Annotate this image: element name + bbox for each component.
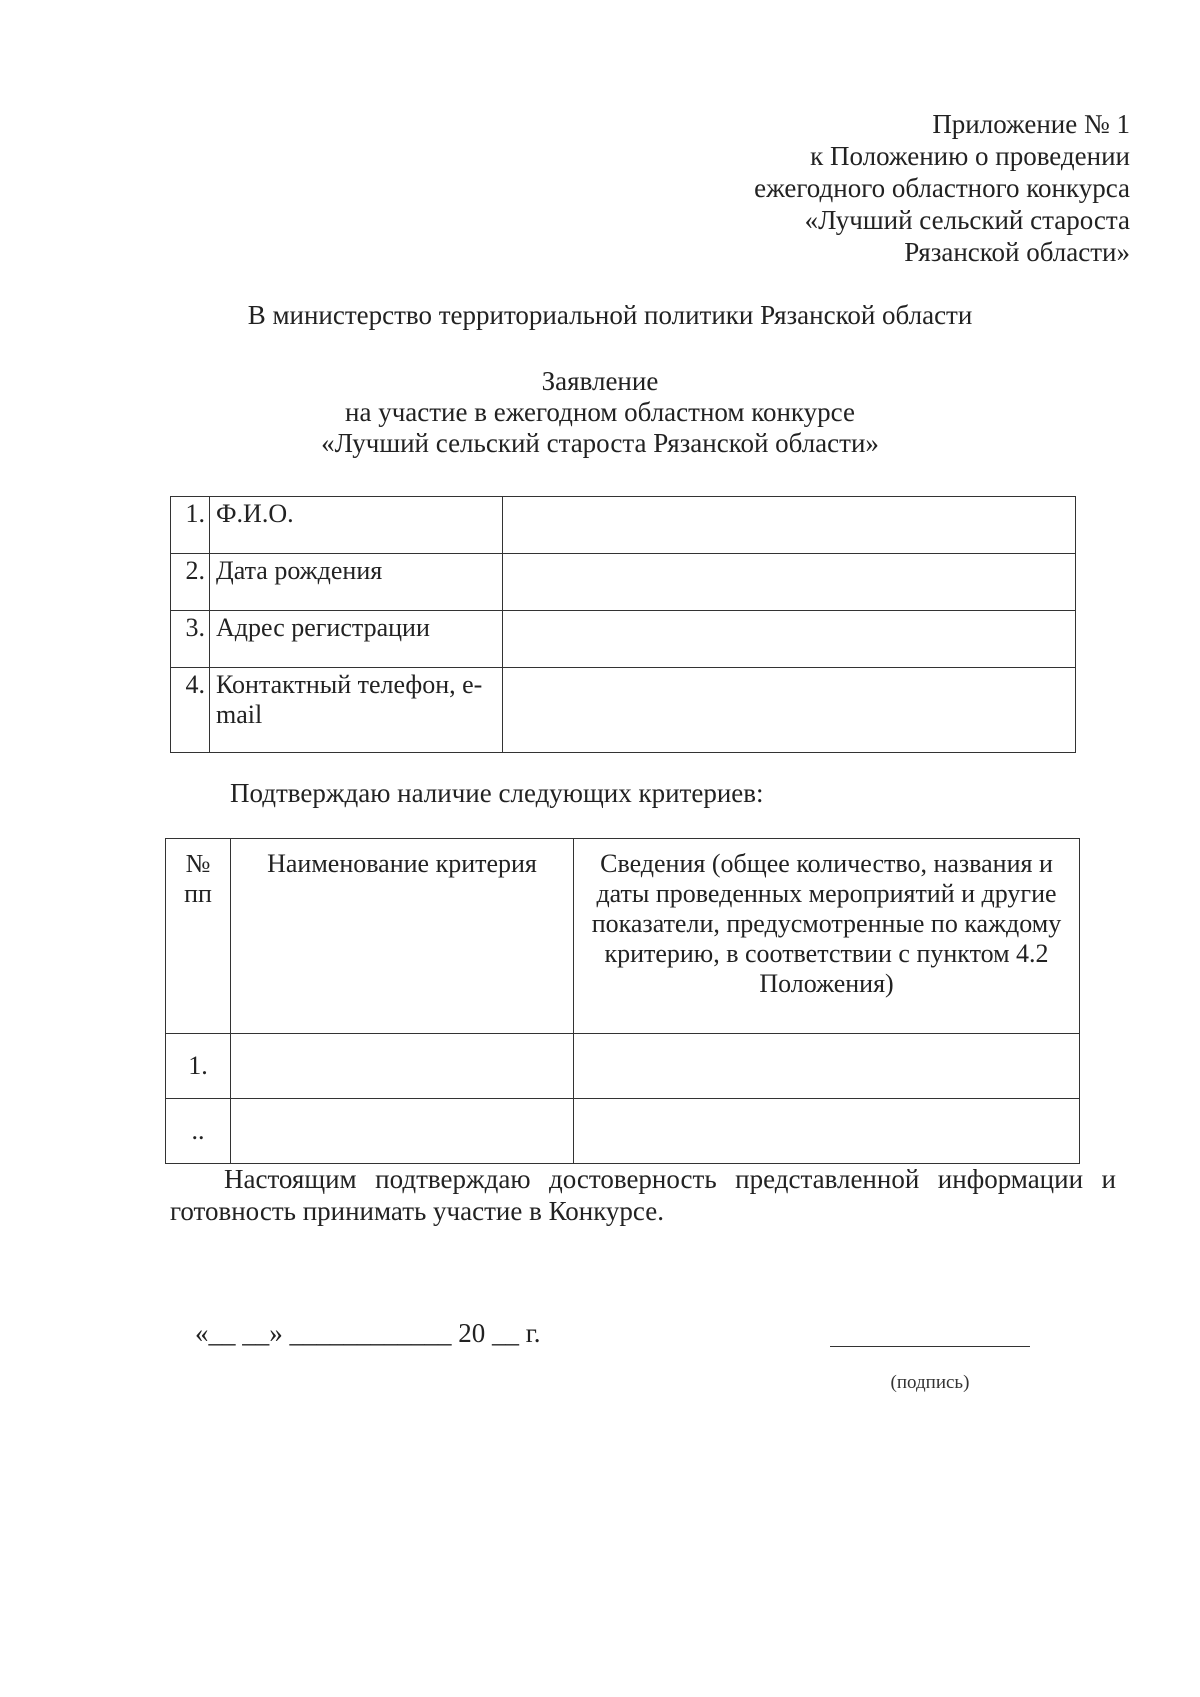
signature-caption: (подпись) bbox=[890, 1372, 970, 1393]
row-number: 1. bbox=[171, 497, 210, 554]
appendix-line: Рязанской области» bbox=[904, 237, 1130, 267]
field-label: Контактный телефон, e-mail bbox=[210, 668, 503, 753]
table-row bbox=[166, 1034, 1080, 1099]
document-title bbox=[0, 366, 1200, 459]
field-label: Ф.И.О. bbox=[210, 497, 503, 554]
title-line: Заявление bbox=[541, 366, 659, 396]
appendix-line: ежегодного областного конкурса bbox=[754, 173, 1130, 203]
appendix-line: к Положению о проведении bbox=[810, 141, 1130, 171]
column-header-criterion: Наименование критерия bbox=[231, 839, 574, 1034]
title-line: на участие в ежегодном областном конкурсе bbox=[345, 397, 855, 427]
appendix-line: Приложение № 1 bbox=[932, 109, 1130, 139]
table-row bbox=[171, 497, 1076, 554]
table-row bbox=[171, 554, 1076, 611]
info-cell[interactable] bbox=[574, 1034, 1080, 1099]
field-label: Адрес регистрации bbox=[210, 611, 503, 668]
confirmation-statement: Настоящим подтверждаю достоверность представленной информации и готовность принимать участие в Конкурсе. bbox=[170, 1164, 1116, 1226]
info-cell[interactable] bbox=[574, 1099, 1080, 1164]
signature-line[interactable] bbox=[830, 1346, 1030, 1347]
column-header-info: Сведения (общее количество, названия и даты проведенных мероприятий и другие показатели, предусмотренные по каждому критерию, в соответствии с пунктом 4.2 Положения) bbox=[574, 839, 1080, 1034]
field-value-cell[interactable] bbox=[503, 497, 1076, 554]
column-header-number: № пп bbox=[166, 839, 231, 1034]
field-label: Дата рождения bbox=[210, 554, 503, 611]
row-number: 1. bbox=[166, 1034, 231, 1099]
addressee: В министерство территориальной политики Рязанской области bbox=[247, 300, 973, 330]
criteria-intro: Подтверждаю наличие следующих критериев: bbox=[230, 778, 764, 808]
field-value-cell[interactable] bbox=[503, 554, 1076, 611]
table-row bbox=[166, 1099, 1080, 1164]
row-number: 3. bbox=[171, 611, 210, 668]
criteria-table bbox=[165, 838, 1080, 1164]
personal-info-table bbox=[170, 496, 1076, 753]
criterion-cell[interactable] bbox=[231, 1034, 574, 1099]
row-number: .. bbox=[166, 1099, 231, 1164]
date-field[interactable]: «__ __» ____________ 20 __ г. bbox=[195, 1318, 541, 1348]
table-row bbox=[171, 611, 1076, 668]
appendix-line: «Лучший сельский староста bbox=[804, 205, 1130, 235]
criterion-cell[interactable] bbox=[231, 1099, 574, 1164]
field-value-cell[interactable] bbox=[503, 611, 1076, 668]
row-number: 4. bbox=[171, 668, 210, 753]
appendix-header bbox=[754, 108, 1130, 268]
row-number: 2. bbox=[171, 554, 210, 611]
title-line: «Лучший сельский староста Рязанской области» bbox=[321, 428, 879, 458]
table-header-row bbox=[166, 839, 1080, 1034]
table-row bbox=[171, 668, 1076, 753]
field-value-cell[interactable] bbox=[503, 668, 1076, 753]
